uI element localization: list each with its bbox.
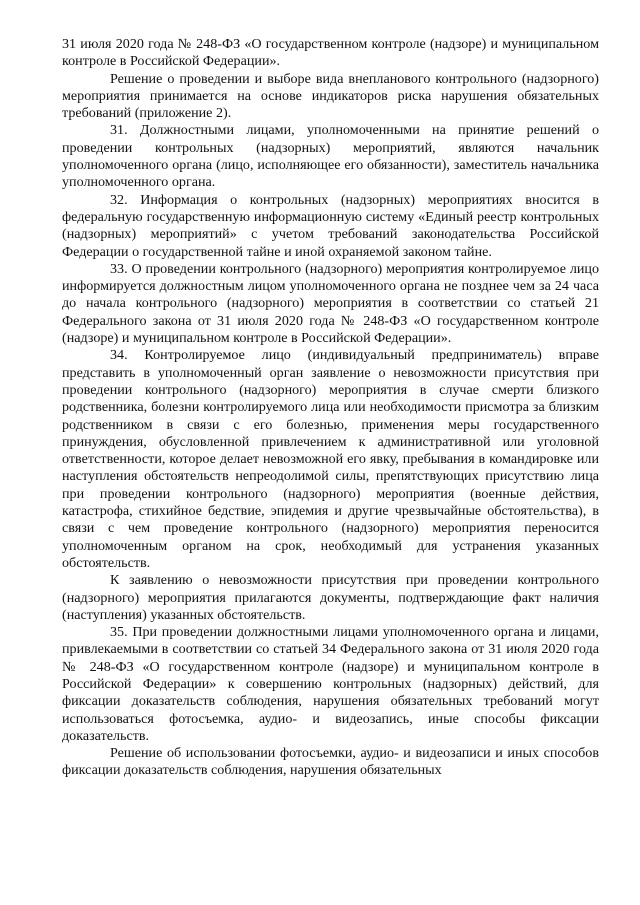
paragraph-statement-attachments: К заявлению о невозможности присутствия при проведении контрольного (надзорного) мероприятия прилагаются документы, подтверждающие факт наличия (наступления) указанных обстоятельств. — [62, 572, 599, 623]
paragraph-continuation: 31 июля 2020 года № 248-ФЗ «О государственном контроле (надзоре) и муниципальном контроле в Российской Федерации». — [62, 36, 599, 70]
paragraph-item-34: 34. Контролируемое лицо (индивидуальный предприниматель) вправе представить в уполномоченный орган заявление о невозможности присутствия при проведении контрольного (надзорного) мероприятия в случае смерти близкого родственника, болезни контролируемого лица или необходимости присмотра за близким родственником в связи с его болезнью, применения меры государственного принуждения, обусловленной привлечением к административной или уголовной ответственности, которое делает невозможной его явку, пребывания в командировке или наступления обстоятельств непреодолимой силы, препятствующих присутствию лица при проведении контрольного (надзорного) мероприятия (военные действия, катастрофа, стихийное бедствие, эпидемия и другие чрезвычайные обстоятельства), в связи с чем проведение контрольного (надзорного) мероприятия переносится уполномоченным органом на срок, необходимый для устранения указанных обстоятельств. — [62, 347, 599, 571]
document-page — [62, 36, 599, 780]
paragraph-item-33: 33. О проведении контрольного (надзорного) мероприятия контролируемое лицо информируется должностным лицом уполномоченного органа не позднее чем за 24 часа до начала контрольного (надзорного) мероприятия в соответствии со статьей 21 Федерального закона от 31 июля 2020 года № 248-ФЗ «О государственном контроле (надзоре) и муниципальном контроле в Российской Федерации». — [62, 260, 599, 347]
paragraph-unplanned-inspection-decision: Решение о проведении и выборе вида внепланового контрольного (надзорного) мероприятия принимается на основе индикаторов риска нарушения обязательных требований (приложение 2). — [62, 70, 599, 122]
paragraph-item-31: 31. Должностными лицами, уполномоченными на принятие решений о проведении контрольных (надзорных) мероприятий, являются начальник уполномоченного органа (лицо, исполняющее его обязанности), заместитель начальника уполномоченного органа. — [62, 122, 599, 191]
paragraph-recording-decision: Решение об использовании фотосъемки, аудио- и видеозаписи и иных способов фиксации доказательств соблюдения, нарушения обязательных — [62, 745, 599, 779]
paragraph-item-32: 32. Информация о контрольных (надзорных) мероприятиях вносится в федеральную государственную информационную систему «Единый реестр контрольных (надзорных) мероприятий» с учетом требований законодательства Российской Федерации о государственной тайне и иной охраняемой законом тайне. — [62, 191, 599, 260]
paragraph-item-35: 35. При проведении должностными лицами уполномоченного органа и лицами, привлекаемыми в соответствии со статьей 34 Федерального закона от 31 июля 2020 года № 248-ФЗ «О государственном контроле (надзоре) и муниципальном контроле в Российской Федерации» к совершению контрольных (надзорных) действий, для фиксации доказательств соблюдения, нарушения обязательных требований могут использоваться фотосъемка, аудио- и видеозапись, иные способы фиксации доказательств. — [62, 624, 599, 744]
